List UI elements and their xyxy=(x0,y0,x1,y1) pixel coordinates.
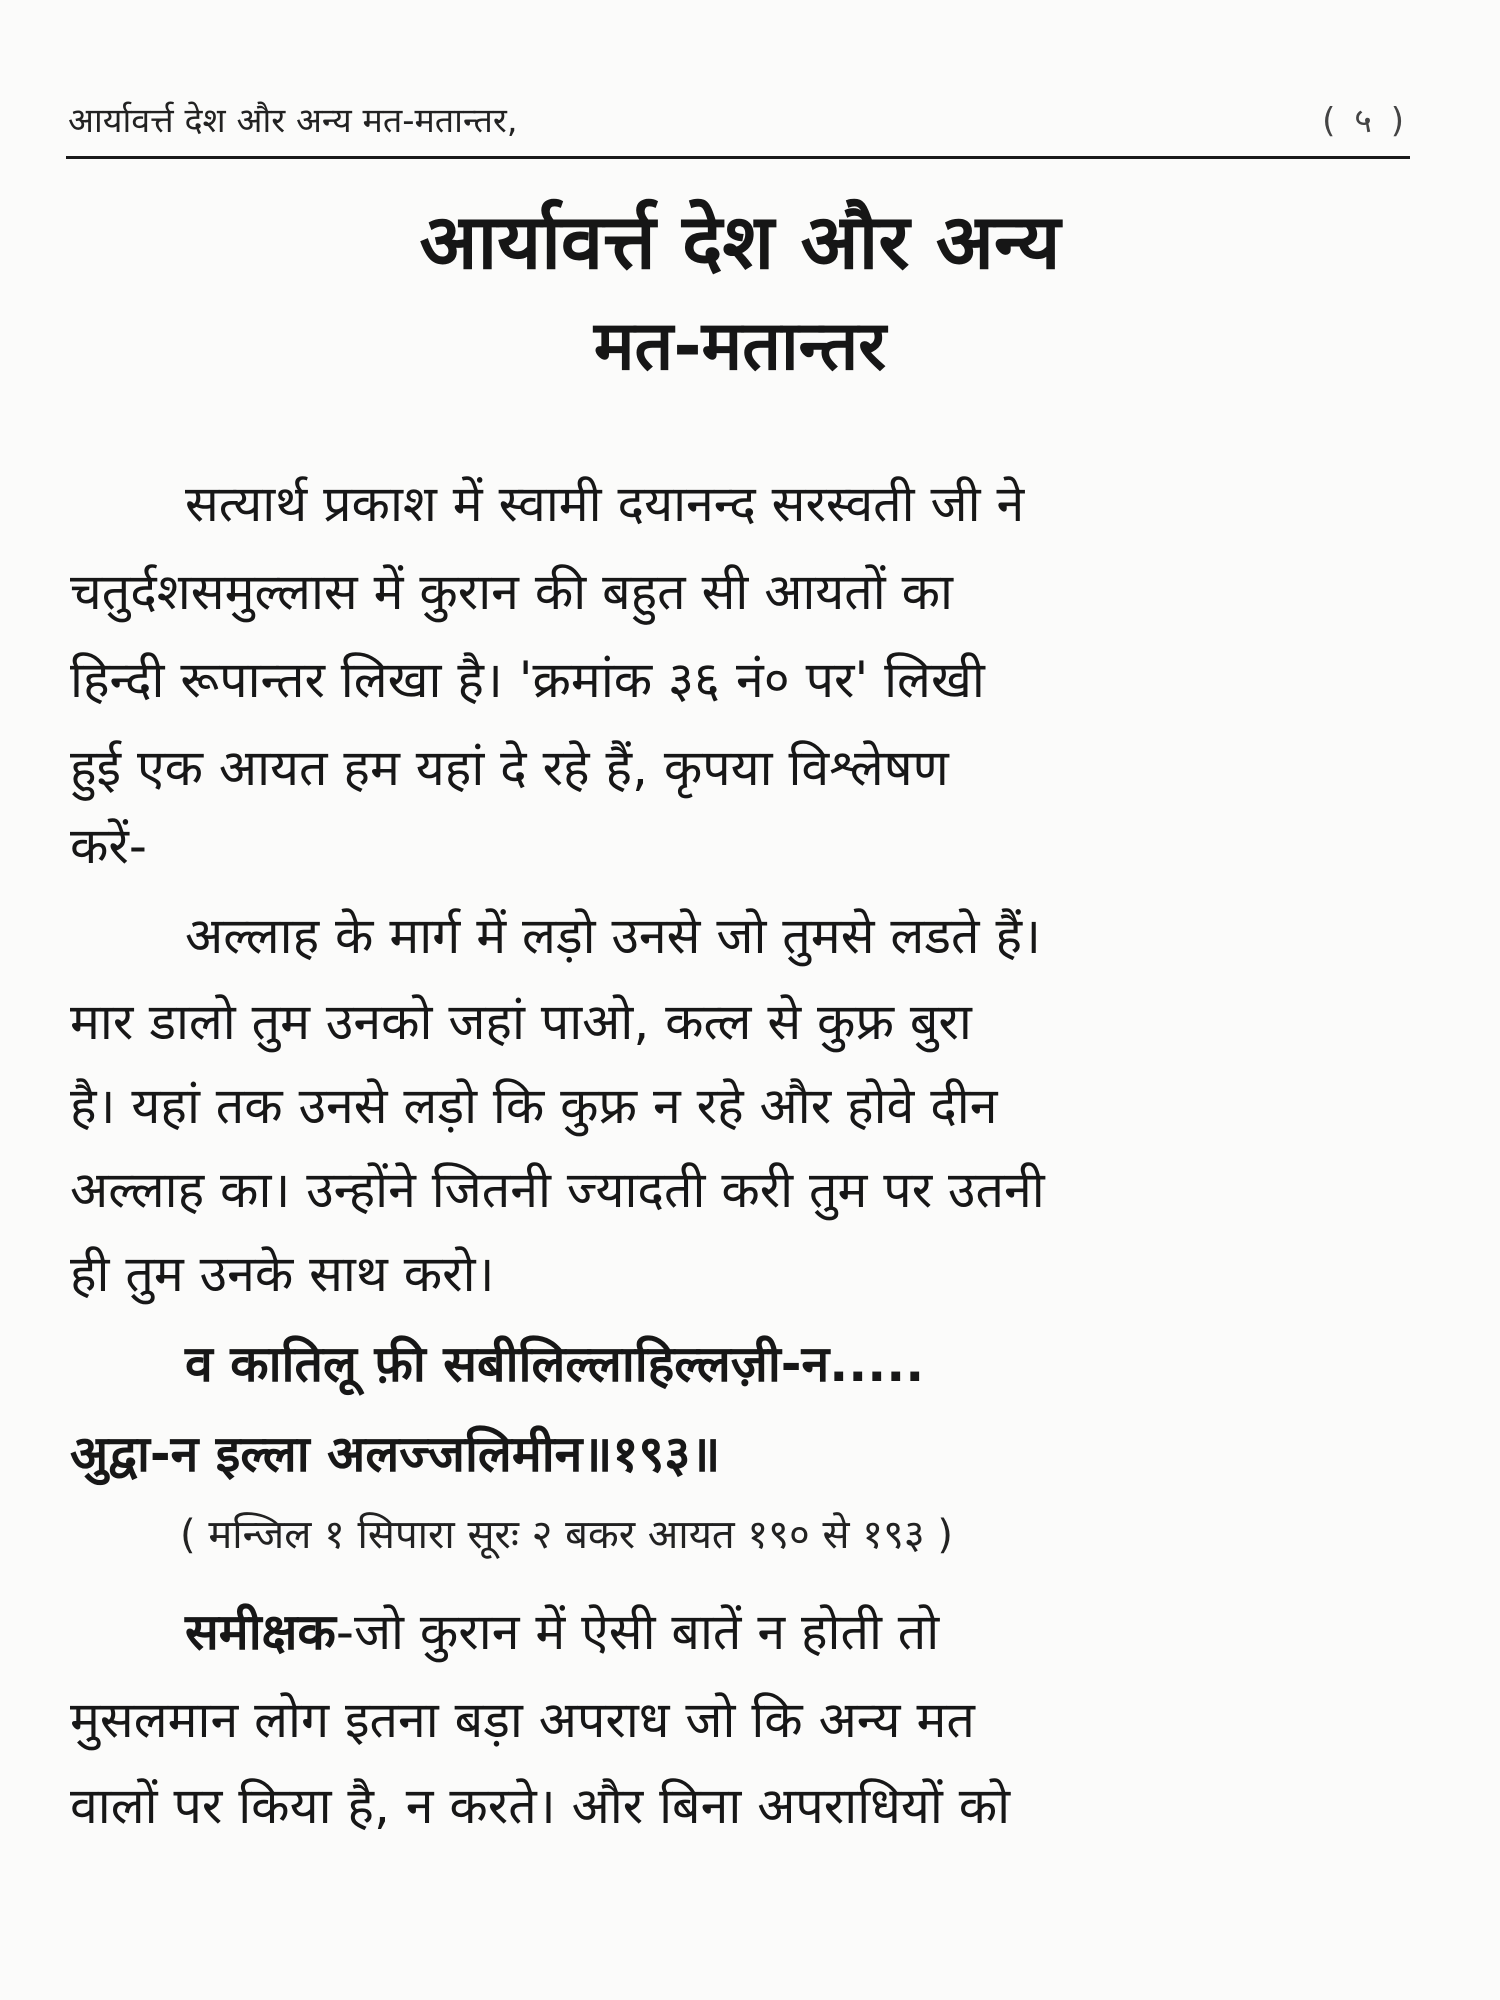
paragraph-2-line-3: है। यहां तक उनसे लड़ो कि कुफ्र न रहे और होवे दीन xyxy=(70,1077,998,1135)
running-title: आर्यावर्त्त देश और अन्य मत-मतान्तर, xyxy=(68,101,518,141)
paragraph-1-line-4: हुई एक आयत हम यहां दे रहे हैं, कृपया विश्लेषण xyxy=(70,739,949,797)
header-rule xyxy=(66,156,1410,159)
paragraph-2-line-5: ही तुम उनके साथ करो। xyxy=(70,1245,495,1303)
running-header xyxy=(68,96,1408,146)
paragraph-2-line-4: अल्लाह का। उन्होंने जितनी ज्यादती करी तुम पर उतनी xyxy=(70,1161,1045,1219)
paragraph-3-line-1 xyxy=(185,1588,1400,1676)
transliteration-line-1: व कातिलू फ़ी सबीलिल्लाहिल्लज़ी-न..... xyxy=(185,1335,925,1393)
paragraph-3-line-1-text: -जो कुरान में ऐसी बातें न होती तो xyxy=(335,1603,940,1661)
paragraph-2-line-2: मार डालो तुम उनको जहां पाओ, कत्ल से कुफ्र बुरा xyxy=(70,993,972,1051)
paragraph-1-line-5: करें- xyxy=(70,817,147,875)
citation: ( मन्जिल १ सिपारा सूरः २ बकर आयत १९० से १९३ ) xyxy=(180,1512,953,1558)
chapter-title-line-2: मत-मतान्तर xyxy=(593,307,887,386)
paragraph-3-line-2: मुसलमान लोग इतना बड़ा अपराध जो कि अन्य मत xyxy=(70,1691,975,1749)
transliteration-line-2: अुद्वा-न इल्ला अलज्जलिमीन॥१९३॥ xyxy=(70,1425,721,1483)
page-number: ( ५ ) xyxy=(1322,101,1408,141)
paragraph-1-line-1: सत्यार्थ प्रकाश में स्वामी दयानन्द सरस्वती जी ने xyxy=(185,475,1025,533)
paragraph-3-line-3: वालों पर किया है, न करते। और बिना अपराधियों को xyxy=(70,1777,1011,1835)
paragraph-2-line-1: अल्लाह के मार्ग में लड़ो उनसे जो तुमसे लडते हैं। xyxy=(185,907,1041,965)
paragraph-1-line-3: हिन्दी रूपान्तर लिखा है। 'क्रमांक ३६ नं० पर' लिखी xyxy=(70,651,985,709)
chapter-title-line-1: आर्यावर्त्त देश और अन्य xyxy=(419,197,1061,286)
paragraph-1-line-2: चतुर्दशसमुल्लास में कुरान की बहुत सी आयतों का xyxy=(70,563,954,621)
reviewer-label: समीक्षक xyxy=(185,1603,336,1661)
